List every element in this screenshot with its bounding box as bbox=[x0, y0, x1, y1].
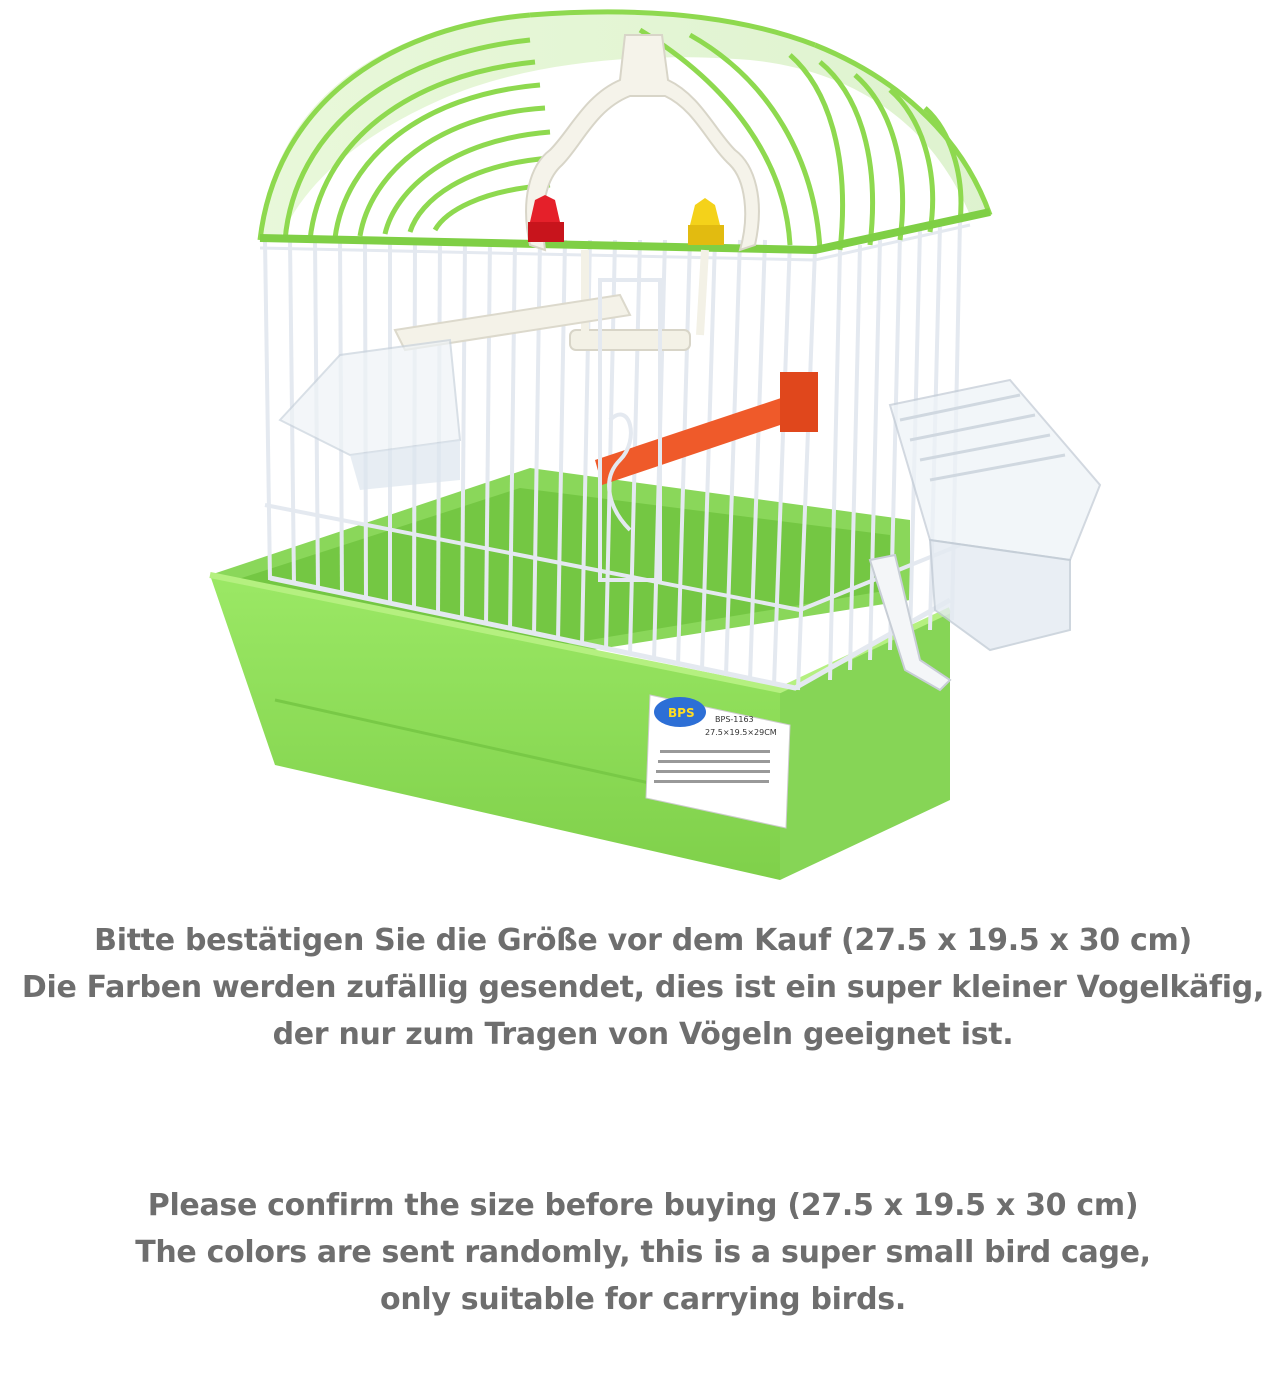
cage-tray bbox=[210, 468, 950, 880]
bird-cage-image bbox=[190, 0, 1120, 900]
caption-en-line-3: only suitable for carrying birds. bbox=[380, 1282, 906, 1317]
caption-english bbox=[0, 1182, 1286, 1323]
label-code: BPS-1163 bbox=[715, 715, 754, 724]
yellow-bell-icon bbox=[690, 198, 720, 225]
caption-en-line-1: Please confirm the size before buying (27.5 x 19.5 x 30 cm) bbox=[147, 1188, 1139, 1223]
caption-de-line-2: Die Farben werden zufällig gesendet, dies ist ein super kleiner Vogelkäfig, bbox=[21, 970, 1265, 1005]
caption-de-line-3: der nur zum Tragen von Vögeln geeignet ist. bbox=[272, 1017, 1014, 1052]
swing-toy bbox=[526, 35, 759, 350]
caption-de-line-1: Bitte bestätigen Sie die Größe vor dem Kauf (27.5 x 19.5 x 30 cm) bbox=[94, 923, 1192, 958]
label-size: 27.5×19.5×29CM bbox=[705, 728, 777, 737]
caption-en-line-2: The colors are sent randomly, this is a super small bird cage, bbox=[135, 1235, 1151, 1270]
caption-german bbox=[0, 917, 1286, 1058]
left-feeder bbox=[280, 340, 460, 490]
label-brand: BPS bbox=[668, 706, 695, 720]
